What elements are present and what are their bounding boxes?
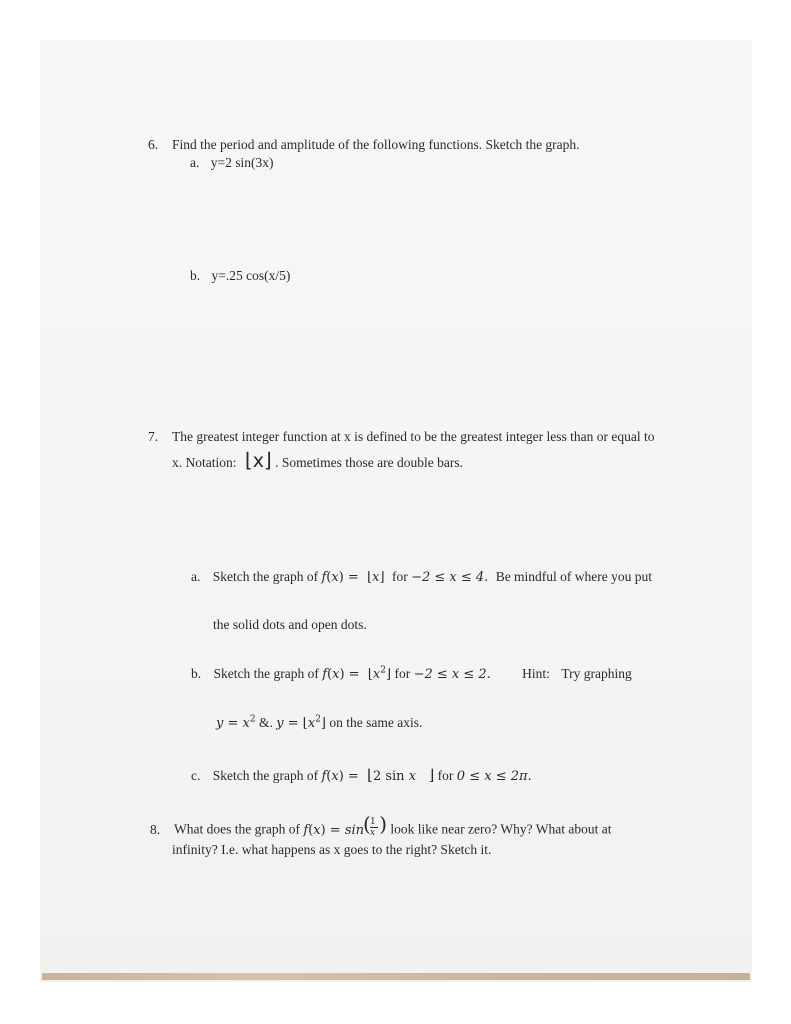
q8-lead: What does the graph of — [174, 821, 300, 837]
q6b-text: y=.25 cos(x/5) — [211, 268, 291, 283]
q7-prompt-line1 — [148, 429, 654, 445]
worksheet-page — [40, 40, 752, 982]
q7a-for: for — [391, 569, 408, 584]
q7b-eq1: $y = x^2$ — [216, 714, 256, 731]
q7b-hint-text: Try graphing — [561, 666, 632, 681]
page-bottom-edge — [42, 973, 750, 980]
q7a-line2 — [213, 617, 367, 633]
q7a-label: a. — [191, 569, 201, 584]
q7b-line2 — [216, 715, 422, 732]
q6a-label: a. — [190, 155, 200, 170]
q7b-line1 — [191, 666, 632, 683]
q6-prompt: Find the period and amplitude of the following functions. Sketch the graph. — [172, 137, 580, 152]
q6b-line — [190, 268, 290, 284]
q7a-line1 — [191, 569, 652, 586]
q7-notation-lead: x. Notation: — [172, 455, 237, 470]
q7b-hint-label: Hint: — [522, 666, 550, 681]
q8-line2-text: infinity? I.e. what happens as x goes to the right? Sketch it. — [172, 842, 492, 857]
q6-number: 6. — [148, 137, 159, 152]
q7c-function: f(x) = ⌊2 sin x ⌋ — [321, 766, 435, 784]
q7a-domain: −2 ≤ x ≤ 4. — [411, 570, 489, 585]
q7-notation-symbol: x — [252, 450, 264, 472]
q7a-line2-text: the solid dots and open dots. — [213, 617, 367, 632]
q8-tail: look like near zero? Why? What about at — [390, 821, 612, 837]
q7b-label: b. — [191, 666, 202, 681]
q7c-label: c. — [191, 768, 201, 783]
q6a-line — [190, 155, 273, 171]
q7-notation-tail: . Sometimes those are double bars. — [275, 455, 463, 470]
q7c-domain: 0 ≤ x ≤ 2π. — [456, 769, 532, 784]
q7a-function: f(x) = ⌊x⌋ — [321, 570, 385, 585]
q7b-line2-end: on the same axis. — [329, 715, 423, 730]
q7b-domain: −2 ≤ x ≤ 2. — [413, 667, 491, 682]
q7-number: 7. — [148, 429, 159, 444]
q7b-eq2: $y = ⌊x^2⌋$ — [276, 714, 326, 731]
q7-prompt-line1-text: The greatest integer function at x is defined to be the greatest integer less than or equal to — [172, 429, 655, 444]
floor-right-bracket: ⌋ — [263, 448, 272, 472]
q7c-lead: Sketch the graph of — [212, 768, 319, 783]
q7c-for: for — [437, 768, 454, 783]
q7a-tail: Be mindful of where you put — [495, 569, 653, 584]
q8-number: 8. — [150, 821, 161, 837]
q6a-text: y=2 sin(3x) — [210, 155, 274, 170]
q7a-lead: Sketch the graph of — [212, 569, 319, 584]
q8-function: f(x) = sin ( 1 x ) — [303, 812, 388, 838]
q8-line2 — [172, 842, 491, 858]
q7b-connector: &. — [258, 715, 273, 730]
q8-fraction: ( 1 x ) — [363, 812, 388, 838]
floor-left-bracket: ⌊ — [244, 448, 253, 472]
q7b-function: $f(x) = ⌊x^2⌋$ — [322, 665, 392, 682]
q7b-for: for — [394, 666, 411, 681]
q7-prompt-line2 — [172, 448, 463, 472]
q8-line1 — [150, 812, 612, 839]
q7c-line — [191, 767, 532, 785]
q6-prompt-line — [148, 137, 580, 153]
q6b-label: b. — [190, 268, 201, 283]
q7b-lead: Sketch the graph of — [213, 666, 319, 681]
